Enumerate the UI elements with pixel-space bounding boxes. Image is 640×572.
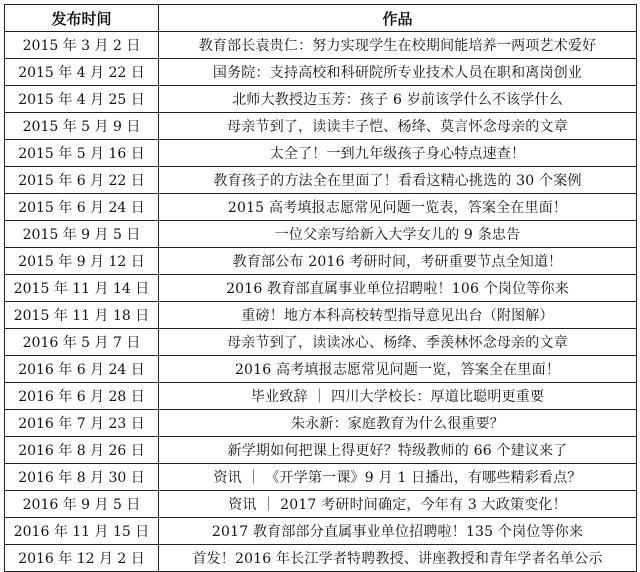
work-title-cell: 国务院：支持高校和科研院所专业技术人员在职和离岗创业 <box>159 59 637 86</box>
work-title-cell: 一位父亲写给新入大学女儿的 9 条忠告 <box>159 221 637 248</box>
work-title-cell: 朱永新：家庭教育为什么很重要？ <box>159 410 637 437</box>
table-row <box>5 302 637 329</box>
work-title-cell: 母亲节到了，读读冰心、杨绛、季羡林怀念母亲的文章 <box>159 329 637 356</box>
table-header-row <box>5 5 637 32</box>
publication-table-container <box>4 4 636 572</box>
work-title-cell: 2015 高考填报志愿常见问题一览表，答案全在里面！ <box>159 194 637 221</box>
table-row <box>5 518 637 545</box>
publish-date-cell: 2016 年 8 月 30 日 <box>5 464 159 491</box>
table-row <box>5 32 637 59</box>
work-title-cell: 新学期如何把课上得更好？特级教师的 66 个建议来了 <box>159 437 637 464</box>
table-row <box>5 491 637 518</box>
publish-date-cell: 2015 年 6 月 24 日 <box>5 194 159 221</box>
publish-date-cell: 2015 年 5 月 9 日 <box>5 113 159 140</box>
table-row <box>5 86 637 113</box>
table-row <box>5 140 637 167</box>
work-title-cell: 资讯 ｜ 2017 考研时间确定，今年有 3 大政策变化！ <box>159 491 637 518</box>
work-title-cell: 首发！2016 年长江学者特聘教授、讲座教授和青年学者名单公示 <box>159 545 637 572</box>
table-row <box>5 383 637 410</box>
work-title-cell: 教育部长袁贵仁：努力实现学生在校期间能培养一两项艺术爱好 <box>159 32 637 59</box>
publish-date-cell: 2016 年 8 月 26 日 <box>5 437 159 464</box>
work-title-cell: 北师大教授边玉芳：孩子 6 岁前该学什么不该学什么 <box>159 86 637 113</box>
publish-date-cell: 2015 年 9 月 12 日 <box>5 248 159 275</box>
publish-date-cell: 2016 年 11 月 15 日 <box>5 518 159 545</box>
work-title-cell: 教育孩子的方法全在里面了！看看这精心挑选的 30 个案例 <box>159 167 637 194</box>
publish-date-cell: 2016 年 7 月 23 日 <box>5 410 159 437</box>
work-title-cell: 毕业致辞 ｜ 四川大学校长：厚道比聪明更重要 <box>159 383 637 410</box>
table-row <box>5 329 637 356</box>
publish-date-cell: 2015 年 4 月 22 日 <box>5 59 159 86</box>
table-row <box>5 545 637 572</box>
work-title-cell: 重磅！地方本科高校转型指导意见出台（附图解） <box>159 302 637 329</box>
publish-date-cell: 2015 年 3 月 2 日 <box>5 32 159 59</box>
publish-date-cell: 2015 年 4 月 25 日 <box>5 86 159 113</box>
publish-date-cell: 2016 年 9 月 5 日 <box>5 491 159 518</box>
header-publish-date: 发布时间 <box>5 5 159 32</box>
table-row <box>5 113 637 140</box>
publish-date-cell: 2015 年 11 月 18 日 <box>5 302 159 329</box>
table-row <box>5 356 637 383</box>
table-row <box>5 275 637 302</box>
publish-date-cell: 2016 年 12 月 2 日 <box>5 545 159 572</box>
publish-date-cell: 2015 年 5 月 16 日 <box>5 140 159 167</box>
table-row <box>5 167 637 194</box>
work-title-cell: 太全了！一到九年级孩子身心特点速查！ <box>159 140 637 167</box>
publish-date-cell: 2016 年 6 月 24 日 <box>5 356 159 383</box>
publish-date-cell: 2015 年 11 月 14 日 <box>5 275 159 302</box>
table-row <box>5 464 637 491</box>
publish-date-cell: 2016 年 6 月 28 日 <box>5 383 159 410</box>
work-title-cell: 2017 教育部部分直属事业单位招聘啦！135 个岗位等你来 <box>159 518 637 545</box>
publish-date-cell: 2015 年 9 月 5 日 <box>5 221 159 248</box>
publication-table <box>4 4 637 572</box>
work-title-cell: 2016 高考填报志愿常见问题一览，答案全在里面！ <box>159 356 637 383</box>
table-row <box>5 248 637 275</box>
table-row <box>5 410 637 437</box>
table-body <box>5 32 637 572</box>
publish-date-cell: 2016 年 5 月 7 日 <box>5 329 159 356</box>
table-row <box>5 59 637 86</box>
work-title-cell: 教育部公布 2016 考研时间，考研重要节点全知道！ <box>159 248 637 275</box>
work-title-cell: 资讯 ｜ 《开学第一课》9 月 1 日播出，有哪些精彩看点？ <box>159 464 637 491</box>
table-row <box>5 221 637 248</box>
work-title-cell: 2016 教育部直属事业单位招聘啦！106 个岗位等你来 <box>159 275 637 302</box>
table-row <box>5 194 637 221</box>
work-title-cell: 母亲节到了，读读丰子恺、杨绛、莫言怀念母亲的文章 <box>159 113 637 140</box>
table-row <box>5 437 637 464</box>
publish-date-cell: 2015 年 6 月 22 日 <box>5 167 159 194</box>
header-work: 作品 <box>159 5 637 32</box>
